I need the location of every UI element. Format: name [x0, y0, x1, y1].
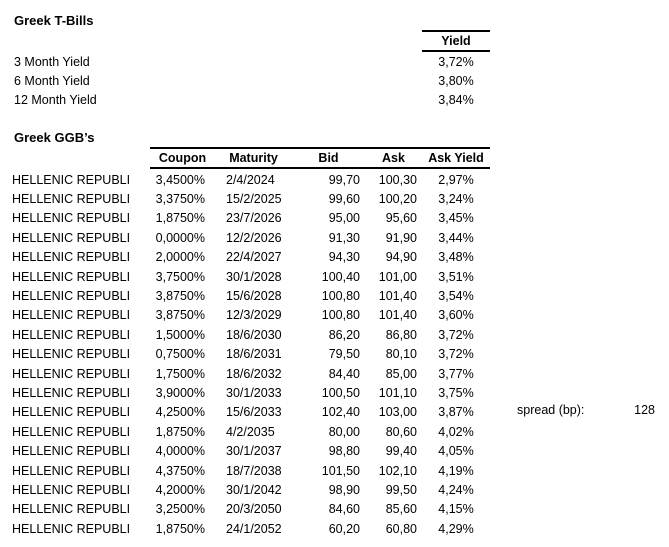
bond-issuer: HELLENIC REPUBLI	[12, 172, 131, 187]
bond-maturity: 2/4/2024	[226, 172, 275, 187]
bond-ask-yield: 3,51%	[438, 269, 474, 284]
bond-ask-yield: 4,15%	[438, 502, 474, 517]
ggb-bond-row	[12, 306, 490, 325]
column-header-bid: Bid	[318, 151, 339, 165]
bond-ask: 60,80	[385, 521, 417, 536]
column-header-maturity: Maturity	[229, 151, 278, 165]
bond-ask: 102,10	[378, 463, 417, 478]
bond-bid: 99,60	[328, 192, 360, 207]
bond-ask: 101,40	[378, 308, 417, 323]
bond-bid: 98,80	[328, 444, 360, 459]
bond-ask: 99,40	[385, 444, 417, 459]
bond-coupon: 3,7500%	[155, 269, 205, 284]
bond-issuer: HELLENIC REPUBLI	[12, 192, 131, 207]
bond-maturity: 22/4/2027	[226, 250, 282, 265]
bond-maturity: 24/1/2052	[226, 521, 282, 536]
bond-maturity: 15/6/2028	[226, 289, 282, 304]
bond-ask: 95,60	[385, 211, 417, 226]
bond-issuer: HELLENIC REPUBLI	[12, 444, 131, 459]
bond-coupon: 3,8750%	[155, 289, 205, 304]
tbill-yield-value: 3,80%	[438, 74, 474, 89]
ggb-bond-row	[12, 461, 490, 480]
tbill-row	[14, 71, 490, 90]
ggb-bond-row	[12, 189, 490, 208]
bond-ask-yield: 3,87%	[438, 405, 474, 420]
bond-ask: 103,00	[378, 405, 417, 420]
bond-maturity: 12/2/2026	[226, 230, 282, 245]
bond-ask: 91,90	[385, 230, 417, 245]
bond-issuer: HELLENIC REPUBLI	[12, 289, 131, 304]
ggb-bond-row	[12, 228, 490, 247]
ggb-bond-row	[12, 364, 490, 383]
ggb-bond-row	[12, 422, 490, 441]
bond-bid: 80,00	[328, 424, 360, 439]
bond-maturity: 18/6/2031	[226, 347, 282, 362]
bond-bid: 79,50	[328, 347, 360, 362]
column-header-coupon: Coupon	[158, 151, 207, 165]
bond-ask-yield: 3,44%	[438, 230, 474, 245]
bond-ask-yield: 3,77%	[438, 366, 474, 381]
bond-bid: 94,30	[328, 250, 360, 265]
bond-issuer: HELLENIC REPUBLI	[12, 230, 131, 245]
bond-bid: 91,30	[328, 230, 360, 245]
bond-coupon: 3,8750%	[155, 308, 205, 323]
bond-maturity: 23/7/2026	[226, 211, 282, 226]
ggb-table-header-row	[150, 147, 490, 169]
bond-issuer: HELLENIC REPUBLI	[12, 211, 131, 226]
bond-maturity: 30/1/2042	[226, 482, 282, 497]
bond-bid: 84,40	[328, 366, 360, 381]
bond-coupon: 1,8750%	[155, 521, 205, 536]
bond-maturity: 30/1/2037	[226, 444, 282, 459]
bond-maturity: 12/3/2029	[226, 308, 282, 323]
bond-coupon: 1,7500%	[155, 366, 205, 381]
tbill-row	[14, 91, 490, 110]
bond-coupon: 3,9000%	[155, 385, 205, 400]
column-header-ask-yield: Ask Yield	[428, 151, 484, 165]
bond-issuer: HELLENIC REPUBLI	[12, 463, 131, 478]
bond-ask-yield: 3,48%	[438, 250, 474, 265]
bond-bid: 100,80	[321, 289, 360, 304]
bond-coupon: 3,3750%	[155, 192, 205, 207]
tbills-section-title: Greek T-Bills	[14, 13, 94, 28]
tbill-label: 6 Month Yield	[14, 74, 90, 89]
bond-bid: 100,50	[321, 385, 360, 400]
bond-bid: 84,60	[328, 502, 360, 517]
bond-ask: 80,60	[385, 424, 417, 439]
bond-ask: 85,60	[385, 502, 417, 517]
bond-bid: 101,50	[321, 463, 360, 478]
tbills-table	[14, 52, 490, 110]
bond-maturity: 18/6/2030	[226, 327, 282, 342]
bond-coupon: 1,8750%	[155, 424, 205, 439]
ggb-bond-row	[12, 403, 490, 422]
bond-coupon: 0,0000%	[155, 230, 205, 245]
bond-issuer: HELLENIC REPUBLI	[12, 366, 131, 381]
bond-bid: 86,20	[328, 327, 360, 342]
bond-coupon: 1,8750%	[155, 211, 205, 226]
bond-ask-yield: 3,45%	[438, 211, 474, 226]
ggb-bond-row	[12, 519, 490, 538]
ggb-bond-row	[12, 345, 490, 364]
bond-ask-yield: 3,75%	[438, 385, 474, 400]
bond-coupon: 3,2500%	[155, 502, 205, 517]
bond-ask-yield: 2,97%	[438, 172, 474, 187]
bond-maturity: 15/6/2033	[226, 405, 282, 420]
bond-ask-yield: 4,19%	[438, 463, 474, 478]
tbill-label: 3 Month Yield	[14, 54, 90, 69]
bond-bid: 100,40	[321, 269, 360, 284]
bond-maturity: 15/2/2025	[226, 192, 282, 207]
bond-coupon: 2,0000%	[155, 250, 205, 265]
ggb-bond-row	[12, 383, 490, 402]
bond-issuer: HELLENIC REPUBLI	[12, 250, 131, 265]
bond-ask: 94,90	[385, 250, 417, 265]
spread-value: 128	[634, 403, 655, 417]
bond-ask: 86,80	[385, 327, 417, 342]
bond-ask-yield: 3,24%	[438, 192, 474, 207]
ggb-bond-row	[12, 325, 490, 344]
bond-ask: 100,20	[378, 192, 417, 207]
bond-maturity: 30/1/2033	[226, 385, 282, 400]
tbill-label: 12 Month Yield	[14, 93, 97, 108]
tbills-yield-column-header: Yield	[422, 30, 490, 52]
bond-ask-yield: 4,29%	[438, 521, 474, 536]
bond-ask: 101,10	[378, 385, 417, 400]
ggb-table-body	[12, 170, 490, 538]
bond-issuer: HELLENIC REPUBLI	[12, 424, 131, 439]
bond-bid: 99,70	[328, 172, 360, 187]
bond-maturity: 4/2/2035	[226, 424, 275, 439]
tbill-yield-value: 3,84%	[438, 93, 474, 108]
bond-ask-yield: 3,60%	[438, 308, 474, 323]
tbill-yield-value: 3,72%	[438, 54, 474, 69]
bond-coupon: 0,7500%	[155, 347, 205, 362]
bond-ask: 101,00	[378, 269, 417, 284]
ggb-bond-row	[12, 248, 490, 267]
bond-maturity: 18/6/2032	[226, 366, 282, 381]
bond-issuer: HELLENIC REPUBLI	[12, 327, 131, 342]
bond-issuer: HELLENIC REPUBLI	[12, 521, 131, 536]
bond-ask-yield: 3,72%	[438, 327, 474, 342]
bond-bid: 102,40	[321, 405, 360, 420]
bond-ask: 101,40	[378, 289, 417, 304]
bond-ask-yield: 3,54%	[438, 289, 474, 304]
bond-ask: 100,30	[378, 172, 417, 187]
bond-bid: 100,80	[321, 308, 360, 323]
bond-coupon: 4,2000%	[155, 482, 205, 497]
bond-issuer: HELLENIC REPUBLI	[12, 482, 131, 497]
ggb-bond-row	[12, 286, 490, 305]
ggb-bond-row	[12, 209, 490, 228]
ggb-bond-row	[12, 441, 490, 460]
bond-issuer: HELLENIC REPUBLI	[12, 269, 131, 284]
bond-ask-yield: 4,02%	[438, 424, 474, 439]
bond-bid: 98,90	[328, 482, 360, 497]
bond-maturity: 30/1/2028	[226, 269, 282, 284]
column-header-ask: Ask	[382, 151, 405, 165]
bond-issuer: HELLENIC REPUBLI	[12, 385, 131, 400]
bond-issuer: HELLENIC REPUBLI	[12, 502, 131, 517]
ggbs-section-title: Greek GGB’s	[14, 130, 95, 145]
bond-ask-yield: 4,05%	[438, 444, 474, 459]
bond-ask-yield: 3,72%	[438, 347, 474, 362]
ggb-bond-row	[12, 500, 490, 519]
bond-issuer: HELLENIC REPUBLI	[12, 347, 131, 362]
bond-coupon: 1,5000%	[155, 327, 205, 342]
bond-bid: 60,20	[328, 521, 360, 536]
spread-label: spread (bp):	[517, 403, 585, 417]
bond-issuer: HELLENIC REPUBLI	[12, 405, 131, 420]
bond-coupon: 4,3750%	[155, 463, 205, 478]
bond-maturity: 18/7/2038	[226, 463, 282, 478]
tbill-row	[14, 52, 490, 71]
bond-coupon: 4,0000%	[155, 444, 205, 459]
bond-ask-yield: 4,24%	[438, 482, 474, 497]
bond-coupon: 3,4500%	[155, 172, 205, 187]
ggb-bond-row	[12, 267, 490, 286]
bond-ask: 80,10	[385, 347, 417, 362]
bond-ask: 99,50	[385, 482, 417, 497]
bond-coupon: 4,2500%	[155, 405, 205, 420]
bond-bid: 95,00	[328, 211, 360, 226]
spread-annotation	[517, 403, 655, 417]
ggb-bond-row	[12, 480, 490, 499]
bond-maturity: 20/3/2050	[226, 502, 282, 517]
bond-ask: 85,00	[385, 366, 417, 381]
ggb-bond-row	[12, 170, 490, 189]
bond-issuer: HELLENIC REPUBLI	[12, 308, 131, 323]
